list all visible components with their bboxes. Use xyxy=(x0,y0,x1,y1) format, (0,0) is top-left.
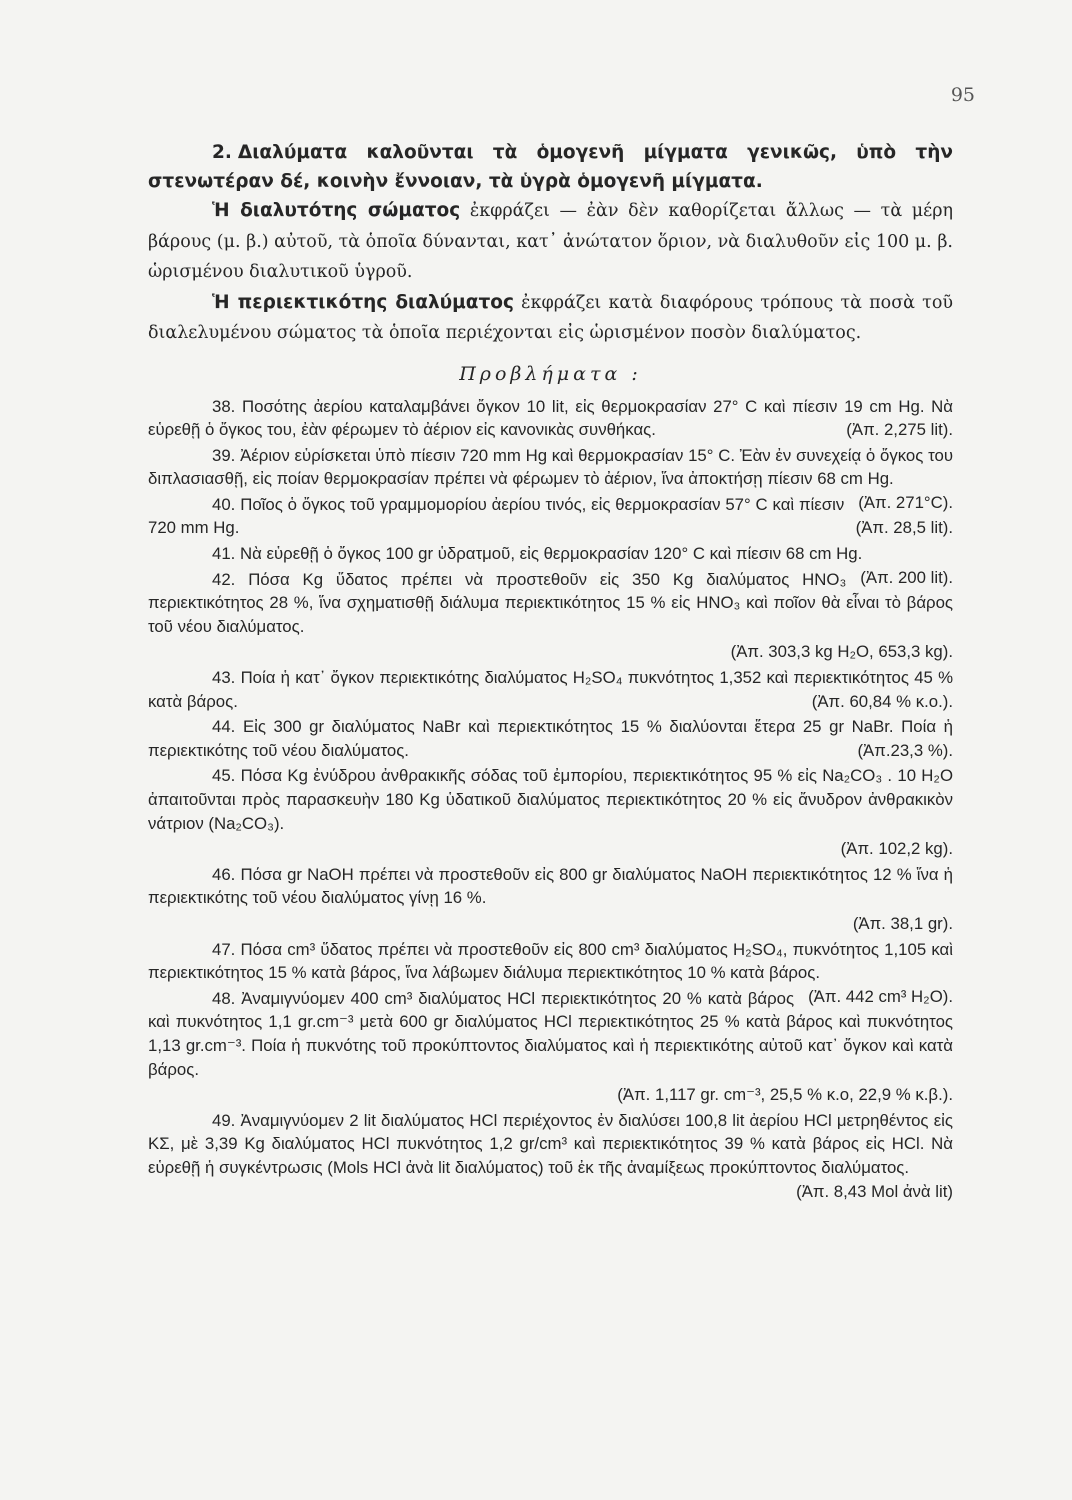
problem-text: Ἀέριον εὑρίσκεται ὑπὸ πίεσιν 720 mm Hg καὶ θερμοκρασίαν 15° C. Ἐὰν ἐν συνεχείᾳ ὁ ὄγκος του διπλασιασθῇ, εἰς ποίαν θερμοκρασίαν πρέπει νὰ φέρωμεν τὸ ἀέριον, ἵνα ἀποκτήσῃ πίεσιν 68 cm Hg. xyxy=(148,445,953,489)
problem-item xyxy=(148,493,953,540)
problem-text: Νὰ εὑρεθῇ ὁ ὄγκος 100 gr ὑδρατμοῦ, εἰς θερμοκρασίαν 120° C καὶ πίεσιν 68 cm Hg. xyxy=(240,544,863,564)
concentration-definition xyxy=(148,288,953,349)
problem-answer: (Ἀπ.23,3 %). xyxy=(857,740,953,760)
problem-text: Πόσα gr NaOH πρέπει νὰ προστεθοῦν εἰς 800 gr διαλύματος NaOH περιεκτικότητος 12 % ἵνα ἡ περιεκτικότης τοῦ νέου διαλύματος γίνῃ 16 %. xyxy=(148,864,953,908)
problem-number: 43. xyxy=(212,668,236,688)
problem-item xyxy=(148,715,953,762)
problem-number: 39. xyxy=(212,445,236,465)
problems-heading: Προβλήματα : xyxy=(459,362,642,385)
concentration-text: ἐκφράζει κατὰ διαφόρους τρόπους τὰ ποσὰ τοῦ διαλελυμένου σώματος τὰ ὁποῖα περιέχονται εἰς ὡρισμένον ποσὸν διαλύματος. xyxy=(148,292,953,343)
problem-number: 45. xyxy=(212,766,236,786)
section-number: 2. xyxy=(212,142,232,163)
problems-list xyxy=(148,395,953,1201)
problem-item xyxy=(148,568,953,639)
section-intro-text: Διαλύματα καλοῦνται τὰ ὁμογενῆ μίγματα γενικῶς, ὑπὸ τὴν στενωτέραν δέ, κοινὴν ἔννοιαν, τὰ ὑγρὰ ὁμογενῆ μίγματα. xyxy=(148,142,953,192)
problem-text: Ποία ἡ κατ᾽ ὄγκον περιεκτικότης διαλύματος H₂SO₄ πυκνότητος 1,352 καὶ περιεκτικότητος 45 % κατὰ βάρος. xyxy=(148,668,953,711)
solubility-term: Ἡ διαλυτότης σώματος xyxy=(212,200,461,221)
problem-text: Πόσα Kg ἐνύδρου ἀνθρακικῆς σόδας τοῦ ἐμπορίου, περιεκτικότητος 95 % εἰς Na₂CO₃ . 10 H₂O ἀπαιτοῦνται πρὸς παρασκευὴν 180 Kg ὑδατικοῦ διαλύματος περιεκτικότητος 20 % εἰς ἄνυδρον ἀνθρακικὸν νάτριον (Na₂CO₃). xyxy=(148,766,953,833)
problem-item xyxy=(148,764,953,835)
problem-text: Ἀναμιγνύομεν 2 lit διαλύματος HCl περιέχοντος ἐν διαλύσει 100,8 lit ἀερίου HCl μετρηθέντος εἰς ΚΣ, μὲ 3,39 Kg διαλύματος HCl πυκνότητος 1,2 gr/cm³ καὶ περιεκτικότητος 39 % κατὰ βάρος εἰς HCl. Νὰ εὑρεθῇ ἡ συγκέντρωσις (Mols HCl ἀνὰ lit διαλύματος) τοῦ ἐκ τῆς ἀναμίξεως προκύπτοντος διαλύματος. xyxy=(148,1110,953,1177)
problem-answer: (Ἀπ. 60,84 % κ.ο.). xyxy=(811,691,953,711)
problem-answer: (Ἀπ. 2,275 lit). xyxy=(846,420,953,440)
page-content xyxy=(148,138,953,1203)
problem-answer: (Ἀπ. 102,2 kg). xyxy=(840,839,953,859)
problem-answer: (Ἀπ. 1,117 gr. cm⁻³, 25,5 % κ.ο, 22,9 % κ.β.). xyxy=(617,1085,953,1105)
problem-text: Ποῖος ὁ ὄγκος τοῦ γραμμομορίου ἀερίου τινός, εἰς θερμοκρασίαν 57° C καὶ πίεσιν 720 mm Hg. xyxy=(148,494,845,538)
problem-text: Εἰς 300 gr διαλύματος NaBr καὶ περιεκτικότητος 15 % διαλύονται ἕτερα 25 gr NaBr. Ποία ἡ περιεκτικότης τοῦ νέου διαλύματος. xyxy=(148,717,953,760)
problem-answer: (Ἀπ. 200 lit). xyxy=(860,567,953,587)
page-number: 95 xyxy=(950,84,975,106)
problem-item xyxy=(148,666,953,713)
problem-item xyxy=(148,1109,953,1201)
problem-text: Ἀναμιγνύομεν 400 cm³ διαλύματος HCl περιεκτικότητος 20 % κατὰ βάρος καὶ πυκνότητος 1,1 gr.cm⁻³ μετὰ 600 gr διαλύματος HCl περιεκτικότητος 25 % κατὰ βάρος καὶ πυκνότητος 1,13 gr.cm⁻³. Ποία ἡ πυκνότης τοῦ προκύπτοντος διαλύματος καὶ ἡ περιεκτικότης αὐτοῦ κατ᾽ ὄγκον καὶ κατὰ βάρος. xyxy=(148,988,953,1079)
solubility-text: ἐκφράζει — ἐὰν δὲν καθορίζεται ἄλλως — τὰ μέρη βάρους (μ. β.) αὐτοῦ, τὰ ὁποῖα δύνανται, κατ᾽ ἀνώτατον ὅριον, νὰ διαλυθοῦν εἰς 100 μ. β. ὡρισμένου διαλυτικοῦ ὑγροῦ. xyxy=(148,201,953,282)
problem-number: 38. xyxy=(212,396,236,416)
problem-answer: (Ἀπ. 8,43 Mol ἀνὰ lit) xyxy=(796,1181,953,1201)
problem-number: 41. xyxy=(212,544,236,564)
concentration-term: Ἡ περιεκτικότης διαλύματος xyxy=(212,291,514,313)
solubility-definition xyxy=(148,196,953,288)
section-intro xyxy=(148,138,953,196)
problem-number: 46. xyxy=(212,864,236,884)
problem-number: 42. xyxy=(212,569,236,589)
problem-answer: (Ἀπ. 38,1 gr). xyxy=(852,913,953,933)
problem-number: 44. xyxy=(212,717,236,737)
problem-text: Ποσότης ἀερίου καταλαμβάνει ὄγκον 10 lit, εἰς θερμοκρασίαν 27° C καὶ πίεσιν 19 cm Hg. Νὰ εὑρεθῇ ὁ ὄγκος του, ἐὰν φέρωμεν τὸ ἀέριον εἰς κανονικὰς συνθήκας. xyxy=(148,396,953,440)
problem-item xyxy=(148,395,953,442)
problem-answer: (Ἀπ. 303,3 kg H₂O, 653,3 kg). xyxy=(730,642,953,662)
problem-number: 40. xyxy=(212,494,236,514)
problem-answer: (Ἀπ. 271°C). xyxy=(858,492,953,512)
problem-item xyxy=(148,863,953,910)
problem-number: 47. xyxy=(212,939,236,959)
problem-text: Πόσα Kg ὕδατος πρέπει νὰ προστεθοῦν εἰς 350 Kg διαλύματος HNO₃ περιεκτικότητος 28 %, ἵνα σχηματισθῇ διάλυμα περιεκτικότητος 15 % εἰς HNO₃ καὶ ποῖον θὰ εἶναι τὸ βάρος τοῦ νέου διαλύματος. xyxy=(148,569,953,636)
problem-number: 48. xyxy=(212,988,236,1008)
problem-number: 49. xyxy=(212,1110,236,1130)
problem-answer: (Ἀπ. 442 cm³ H₂O). xyxy=(808,986,953,1006)
problem-answer: (Ἀπ. 28,5 lit). xyxy=(855,518,953,538)
problem-text: Πόσα cm³ ὕδατος πρέπει νὰ προστεθοῦν εἰς 800 cm³ διαλύματος H₂SO₄, πυκνότητος 1,105 καὶ περιεκτικότητος 15 % κατὰ βάρος, ἵνα λάβωμεν διάλυμα περιεκτικότητος 10 % κατὰ βάρος. xyxy=(148,939,953,983)
